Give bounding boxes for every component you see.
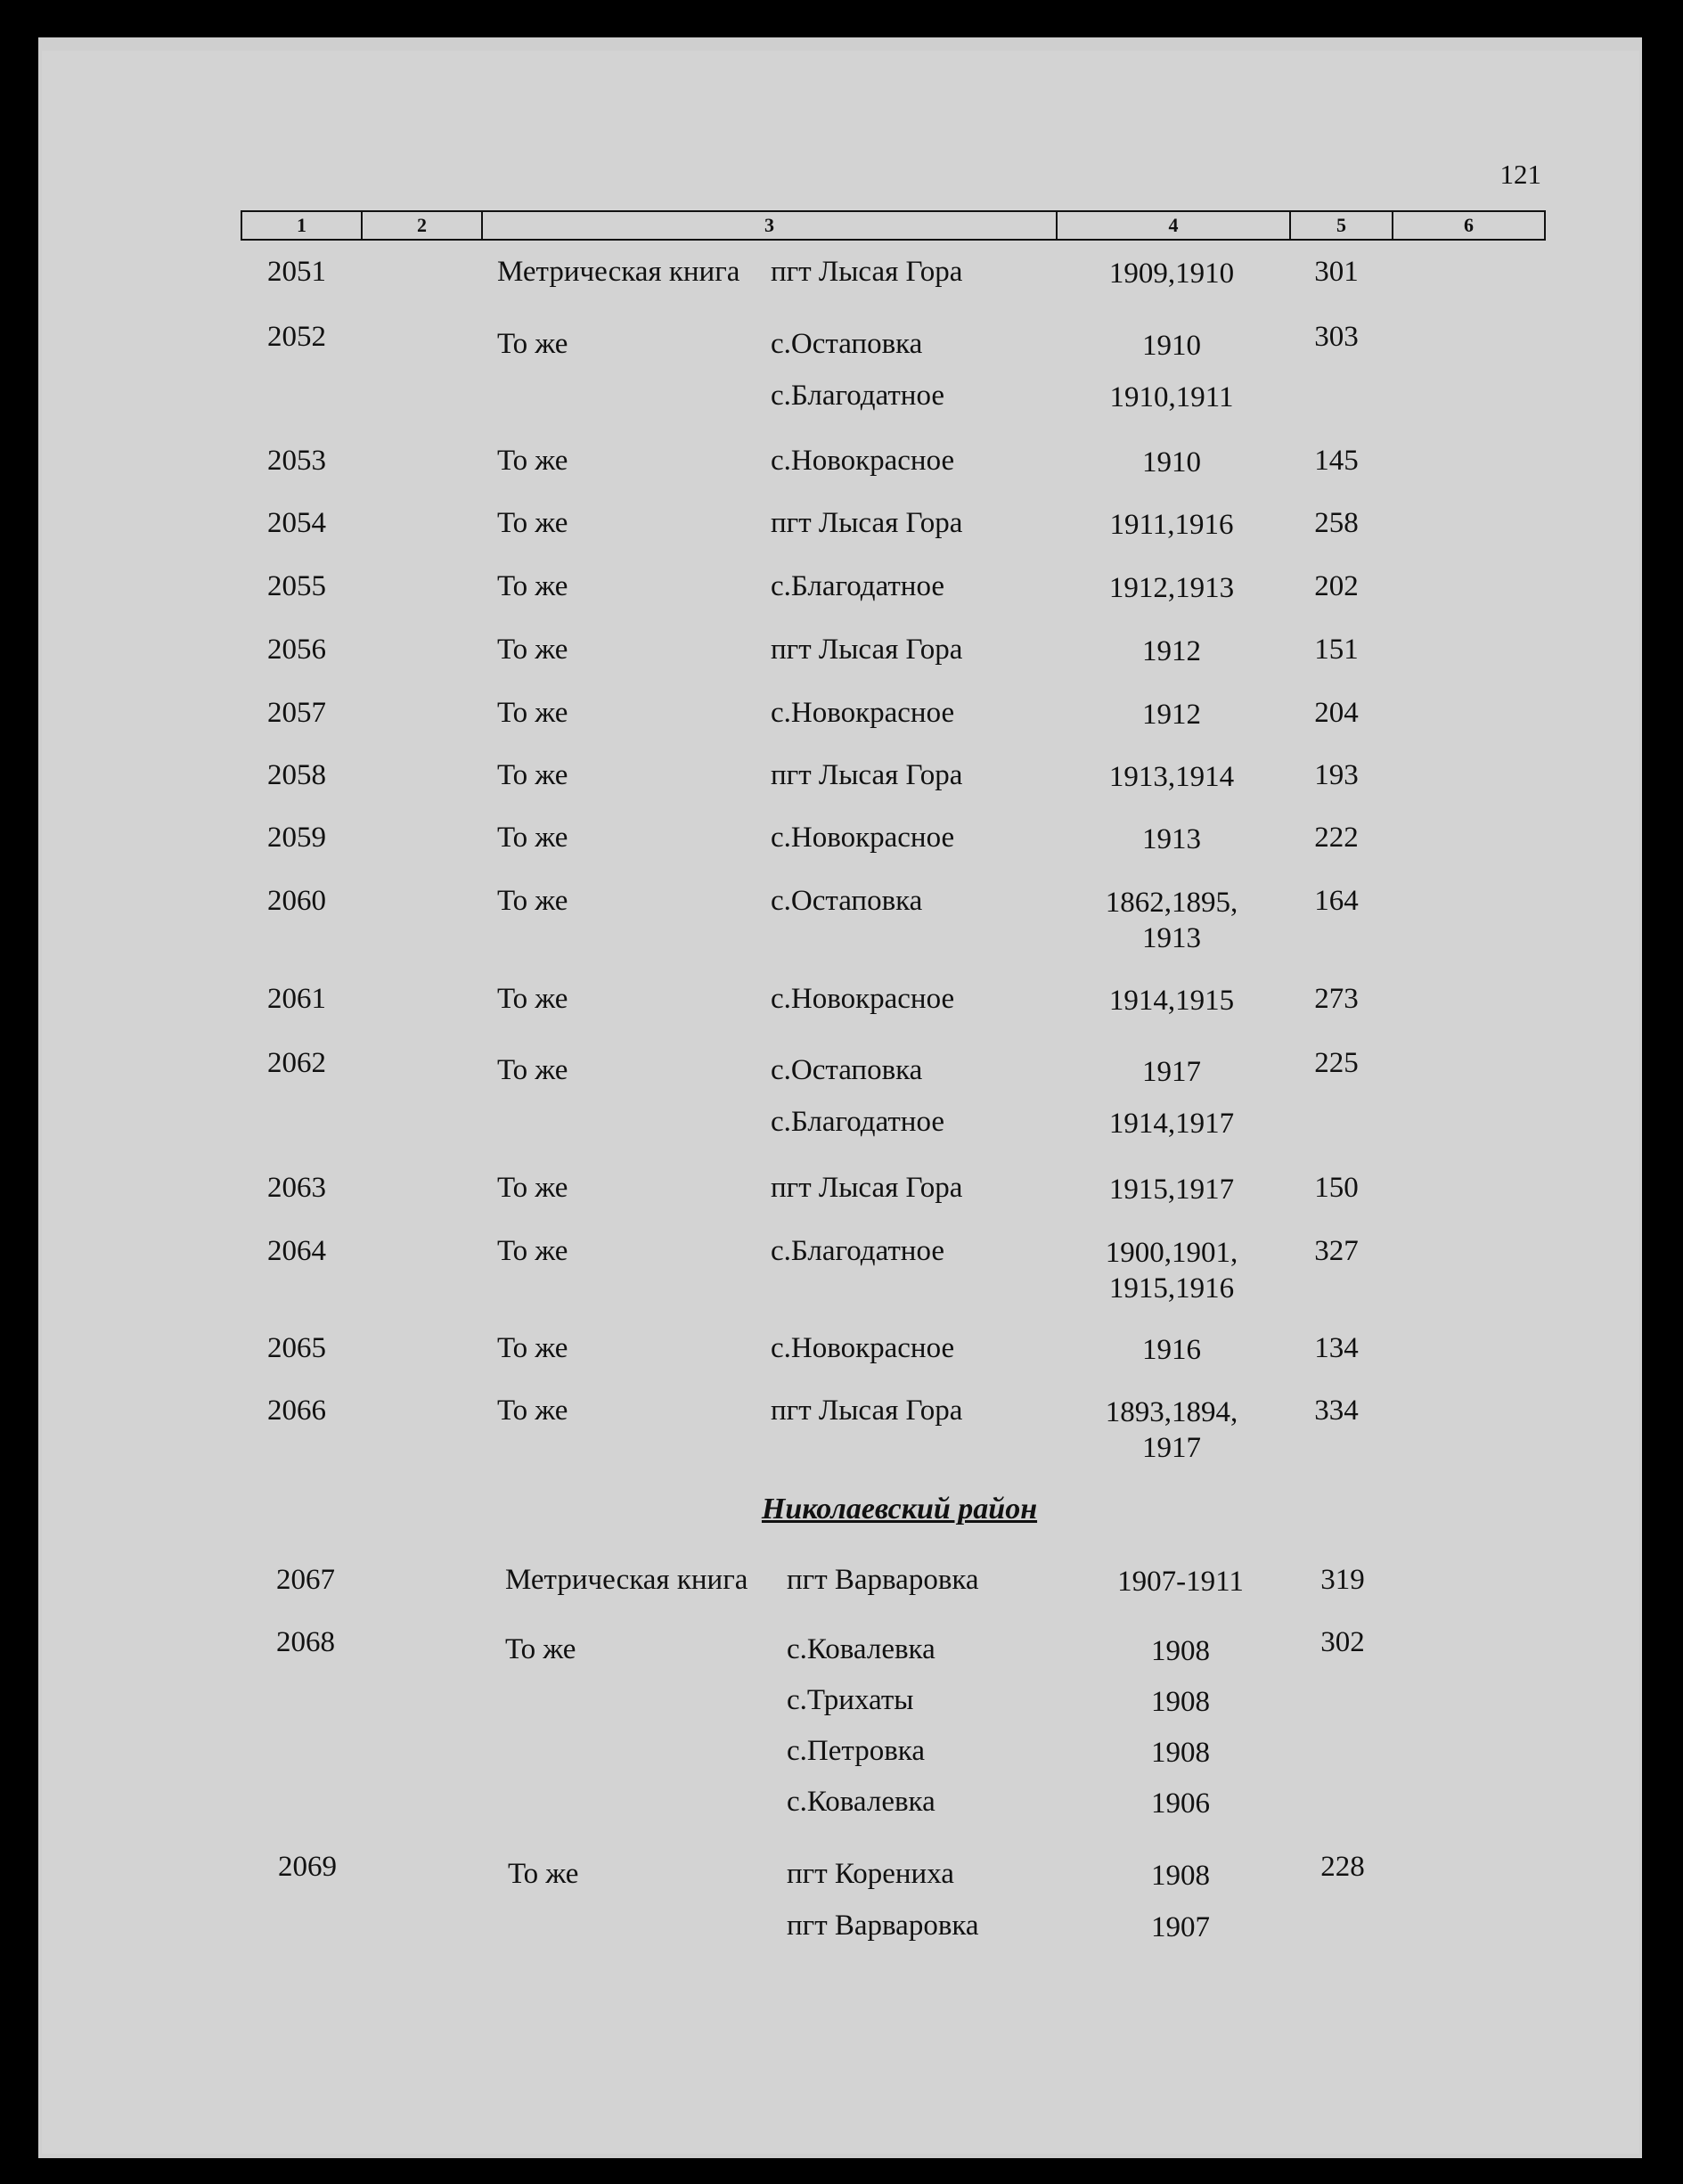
record-number: 2065 (267, 1332, 326, 1364)
record-years: 1912 (1142, 699, 1201, 731)
header-col-4: 4 (1058, 212, 1291, 239)
record-number: 2059 (267, 822, 326, 854)
record-number: 2062 (267, 1047, 326, 1079)
record-description: То же (508, 1858, 579, 1890)
table-header (241, 210, 1546, 241)
record-years: 1910 (1142, 330, 1201, 362)
record-count: 222 (1314, 822, 1359, 854)
record-count: 193 (1314, 759, 1359, 791)
record-place: с.Петровка (787, 1735, 925, 1767)
record-years: 1914,1917 (1108, 1108, 1235, 1140)
record-place: с.Новокрасное (771, 1332, 955, 1364)
record-description: То же (497, 1332, 568, 1364)
record-description: Метрическая книга (497, 256, 740, 288)
record-number: 2055 (267, 570, 326, 602)
record-years-line: 1913 (1142, 922, 1201, 954)
record-years: 1910 (1142, 446, 1201, 479)
record-count: 164 (1314, 885, 1359, 917)
record-number: 2057 (267, 697, 326, 729)
record-place: с.Новокрасное (771, 822, 955, 854)
record-number: 2056 (267, 634, 326, 666)
record-years: 1909,1910 (1108, 258, 1235, 290)
record-place: с.Остаповка (771, 1054, 923, 1086)
header-col-2: 2 (363, 212, 483, 239)
record-count: 319 (1320, 1564, 1365, 1596)
record-number: 2064 (267, 1235, 326, 1267)
record-years: 1912 (1142, 635, 1201, 667)
record-place: с.Ковалевка (787, 1786, 935, 1818)
record-years: 1910,1911 (1109, 381, 1234, 413)
record-count: 258 (1314, 507, 1359, 539)
record-place: пгт Лысая Гора (771, 634, 963, 666)
record-description: То же (497, 697, 568, 729)
record-number: 2054 (267, 507, 326, 539)
record-place: с.Остаповка (771, 885, 923, 917)
record-place: с.Благодатное (771, 1106, 945, 1138)
record-years: 1907 (1151, 1911, 1210, 1943)
record-number: 2067 (276, 1564, 335, 1596)
record-place: пгт Лысая Гора (771, 759, 963, 791)
record-number: 2061 (267, 983, 326, 1015)
record-place: с.Новокрасное (771, 697, 955, 729)
record-years: 1914,1915 (1108, 985, 1235, 1017)
record-place: пгт Лысая Гора (771, 507, 963, 539)
record-description: Метрическая книга (505, 1564, 748, 1596)
record-number: 2058 (267, 759, 326, 791)
record-number: 2068 (276, 1626, 335, 1658)
record-years: 1911,1916 (1109, 509, 1234, 541)
record-place: с.Остаповка (771, 328, 923, 360)
record-place: пгт Лысая Гора (771, 1172, 963, 1204)
record-place: пгт Лысая Гора (771, 1395, 963, 1427)
record-place: с.Новокрасное (771, 445, 955, 477)
record-place: с.Благодатное (771, 570, 945, 602)
record-count: 334 (1314, 1395, 1359, 1427)
record-count: 228 (1320, 1851, 1365, 1883)
record-years-line: 1915,1916 (1108, 1272, 1235, 1305)
record-count: 273 (1314, 983, 1359, 1015)
section-heading-text: Николаевский район (761, 1493, 1038, 1526)
record-number: 2052 (267, 321, 326, 353)
record-count: 327 (1314, 1235, 1359, 1267)
record-place: пгт Корениха (787, 1858, 954, 1890)
record-years: 1908 (1151, 1860, 1210, 1892)
record-number: 2063 (267, 1172, 326, 1204)
section-heading (0, 1493, 1683, 1526)
record-years: 1906 (1151, 1787, 1210, 1820)
record-count: 204 (1314, 697, 1359, 729)
header-col-6: 6 (1464, 214, 1474, 236)
record-years (1065, 1235, 1279, 1306)
record-description: То же (497, 507, 568, 539)
record-place: пгт Лысая Гора (771, 256, 963, 288)
record-count: 134 (1314, 1332, 1359, 1364)
header-col-3: 3 (483, 212, 1058, 239)
record-years (1065, 885, 1279, 956)
record-years: 1916 (1142, 1334, 1201, 1366)
record-count: 150 (1314, 1172, 1359, 1204)
record-number: 2069 (278, 1851, 337, 1883)
record-description: То же (497, 634, 568, 666)
record-years-line: 1900,1901, (1105, 1237, 1238, 1269)
header-col-1: 1 (242, 212, 363, 239)
record-number: 2066 (267, 1395, 326, 1427)
record-years: 1912,1913 (1108, 572, 1235, 604)
record-description: То же (497, 1172, 568, 1204)
record-years-line: 1862,1895, (1105, 887, 1238, 919)
record-count: 202 (1314, 570, 1359, 602)
record-years-line: 1893,1894, (1105, 1396, 1238, 1428)
record-years: 1907-1911 (1117, 1566, 1244, 1598)
record-years: 1917 (1142, 1056, 1201, 1088)
header-col-5: 5 (1291, 212, 1393, 239)
record-count: 303 (1314, 321, 1359, 353)
document-page (42, 51, 1639, 2154)
record-description: То же (505, 1633, 576, 1665)
record-place: пгт Варваровка (787, 1564, 979, 1596)
record-years: 1908 (1151, 1635, 1210, 1667)
record-years: 1915,1917 (1108, 1174, 1235, 1206)
page-number: 121 (1499, 159, 1541, 190)
record-count: 145 (1314, 445, 1359, 477)
record-years (1065, 1395, 1279, 1466)
record-count: 225 (1314, 1047, 1359, 1079)
record-place: пгт Варваровка (787, 1910, 979, 1942)
record-number: 2060 (267, 885, 326, 917)
record-years: 1913 (1142, 823, 1201, 855)
record-description: То же (497, 570, 568, 602)
record-place: с.Благодатное (771, 380, 945, 412)
record-place: с.Благодатное (771, 1235, 945, 1267)
record-description: То же (497, 1235, 568, 1267)
record-count: 302 (1320, 1626, 1365, 1658)
record-description: То же (497, 1054, 568, 1086)
record-years: 1913,1914 (1108, 761, 1235, 793)
record-years-line: 1917 (1142, 1432, 1201, 1464)
record-description: То же (497, 1395, 568, 1427)
record-number: 2051 (267, 256, 326, 288)
record-description: То же (497, 822, 568, 854)
record-number: 2053 (267, 445, 326, 477)
record-description: То же (497, 759, 568, 791)
record-description: То же (497, 885, 568, 917)
record-place: с.Ковалевка (787, 1633, 935, 1665)
record-count: 301 (1314, 256, 1359, 288)
record-place: с.Новокрасное (771, 983, 955, 1015)
record-place: с.Трихаты (787, 1684, 914, 1716)
record-description: То же (497, 328, 568, 360)
record-years: 1908 (1151, 1686, 1210, 1718)
record-description: То же (497, 983, 568, 1015)
record-years: 1908 (1151, 1737, 1210, 1769)
record-description: То же (497, 445, 568, 477)
record-count: 151 (1314, 634, 1359, 666)
